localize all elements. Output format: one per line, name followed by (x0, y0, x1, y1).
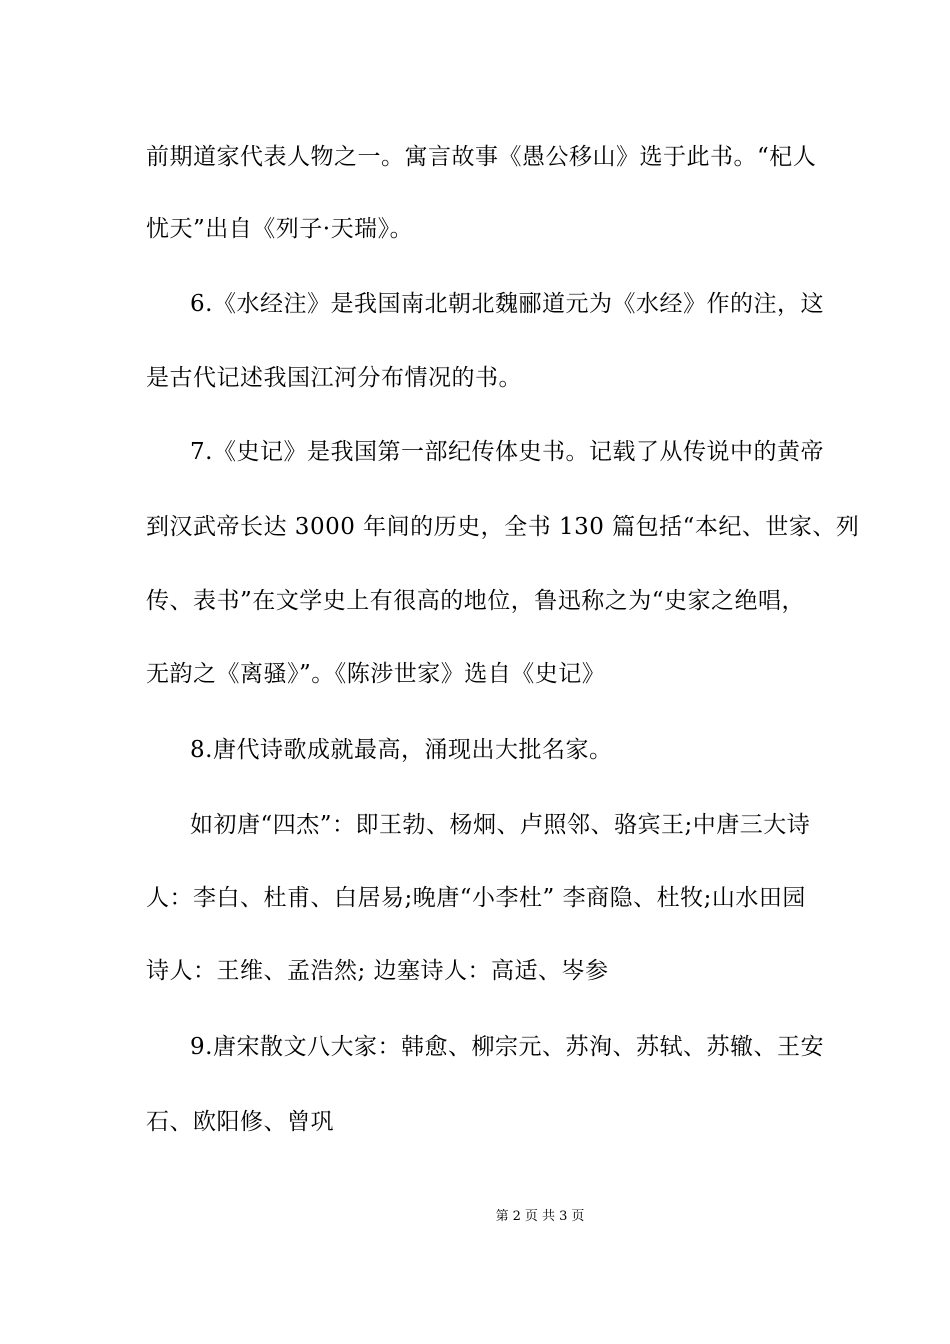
paragraph-item-8: 8.唐代诗歌成就最高，涌现出大批名家。 (190, 737, 613, 763)
text-line: 前期道家代表人物之一。寓言故事《愚公移山》选于此书。“杞人 (146, 144, 817, 170)
paragraph-item-9: 9.唐宋散文八大家：韩愈、柳宗元、苏洵、苏轼、苏辙、王安 (190, 1034, 824, 1060)
text-line: 是古代记述我国江河分布情况的书。 (146, 365, 522, 391)
footer-mid: 页 共 (524, 1209, 556, 1224)
text-line: 人：李白、杜甫、白居易;晚唐“小李杜” 李商隐、杜牧;山水田园 (146, 885, 806, 911)
footer-prefix: 第 (495, 1209, 509, 1224)
text-line: 诗人：王维、孟浩然; 边塞诗人：高适、岑参 (146, 958, 609, 984)
footer-suffix: 页 (571, 1209, 585, 1224)
text-line: 如初唐“四杰”：即王勃、杨炯、卢照邻、骆宾王;中唐三大诗 (190, 812, 811, 838)
current-page-number: 2 (512, 1209, 521, 1224)
text-line: 无韵之《离骚》”。《陈涉世家》选自《史记》 (146, 661, 606, 687)
text-line: 传、表书”在文学史上有很高的地位，鲁迅称之为“史家之绝唱， (146, 588, 806, 614)
text-line: 石、欧阳修、曾巩 (146, 1109, 334, 1135)
text-line: 忧天”出自《列子·天瑞》。 (146, 216, 414, 242)
text-line: 到汉武帝长达 3000 年间的历史，全书 130 篇包括“本纪、世家、列 (146, 514, 860, 540)
paragraph-item-6: 6.《水经注》是我国南北朝北魏郦道元为《水经》作的注，这 (190, 291, 824, 317)
paragraph-item-7: 7.《史记》是我国第一部纪传体史书。记载了从传说中的黄帝 (190, 439, 824, 465)
total-pages-number: 3 (559, 1209, 568, 1224)
page-footer (0, 1209, 950, 1225)
